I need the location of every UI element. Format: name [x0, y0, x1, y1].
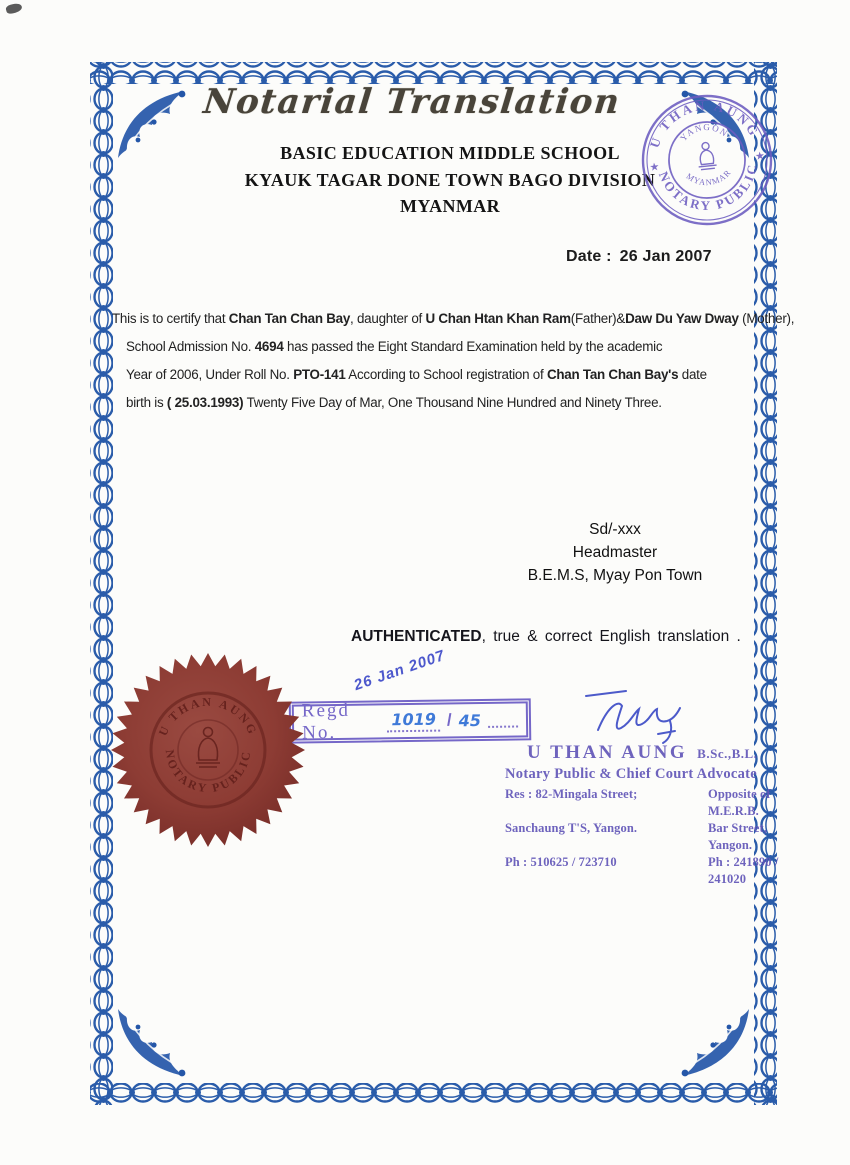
svg-text:MYANMAR — [684, 166, 734, 189]
star-icon: ★ — [648, 161, 661, 175]
regd-label: Regd No. — [301, 699, 351, 744]
round-stamp-city-arc: YANGON — [678, 121, 731, 144]
round-stamp-title-arc: NOTARY PUBLIC — [655, 161, 761, 214]
sd-label: Sd/-xxx — [589, 521, 641, 538]
emblem-figure-icon — [696, 142, 717, 170]
address-left-line: Res : 82-Mingala Street; — [505, 787, 638, 801]
page-title: Notarial Translation — [201, 82, 623, 122]
notary-name: U THAN AUNG — [527, 742, 688, 763]
regd-dotted-line — [488, 711, 518, 727]
regd-suffix-handwritten: 45 — [458, 710, 482, 730]
body-line-3: Year of 2006, Under Roll No. PTO-141 According to School registration of Chan Tan Chan Bay's date — [126, 367, 707, 382]
notary-address-grid — [505, 786, 793, 888]
regd-separator: / — [446, 710, 452, 730]
round-stamp-name-arc: U THAN AUNG — [646, 97, 763, 150]
address-right-line: Opposite of M.E.R.B. — [708, 787, 771, 818]
svg-text:YANGON — [677, 119, 731, 144]
school-country: MYANMAR — [399, 196, 501, 216]
signatory-title: Headmaster — [572, 544, 658, 561]
signatory-org: B.E.M.S, Myay Pon Town — [527, 567, 703, 584]
notary-red-seal — [108, 650, 308, 850]
notary-signature — [572, 682, 742, 752]
address-left-line: Sanchaung T'S, Yangon. — [505, 821, 638, 835]
corner-ornament-bottom-left — [118, 1009, 185, 1076]
regd-number-handwritten: 1019 — [387, 710, 440, 733]
body-line-4: birth is ( 25.03.1993) Twenty Five Day of Mar, One Thousand Nine Hundred and Ninety Three. — [126, 395, 662, 410]
stamped-date: 26 Jan 2007 — [351, 646, 448, 695]
border-bottom — [90, 1083, 777, 1105]
certificate-body — [112, 305, 795, 417]
notary-contact-block — [505, 742, 793, 888]
school-location: KYAUK TAGAR DONE TOWN BAGO DIVISION — [244, 169, 656, 190]
headmaster-signature-block — [465, 518, 765, 587]
body-line-1: This is to certify that Chan Tan Chan Bay, daughter of U Chan Htan Khan Ram(Father)&Daw Du Yaw Dway (Mother), — [112, 311, 795, 326]
round-stamp-country-arc: MYANMAR — [684, 167, 733, 188]
date-value: 26 Jan 2007 — [619, 248, 712, 265]
seal-title-arc: NOTARY PUBLIC — [162, 748, 254, 796]
star-icon: ★ — [754, 149, 766, 163]
school-name: BASIC EDUCATION MIDDLE SCHOOL — [280, 143, 620, 163]
registration-stamp-box — [289, 698, 532, 743]
border-top — [90, 62, 777, 84]
address-right-line: Bar Street, Yangon. — [708, 821, 767, 852]
seal-starburst — [111, 653, 305, 847]
seal-name-arc: U THAN AUNG — [155, 694, 261, 739]
date-line — [566, 248, 712, 266]
corner-ornament-bottom-right — [682, 1009, 749, 1076]
date-label: Date : — [566, 248, 612, 265]
address-right-line: Ph : 241890 / 241020 — [708, 855, 779, 886]
notary-round-stamp — [634, 87, 780, 233]
notary-degrees: B.Sc.,B.L. — [697, 746, 758, 761]
body-line-2: School Admission No. 4694 has passed the Eight Standard Examination held by the academic — [126, 339, 663, 354]
authentication-line: AUTHENTICATED, true & correct English translation . — [351, 628, 741, 645]
address-left-line: Ph : 510625 / 723710 — [505, 855, 617, 869]
notary-role: Notary Public & Chief Court Advocate — [505, 766, 758, 782]
